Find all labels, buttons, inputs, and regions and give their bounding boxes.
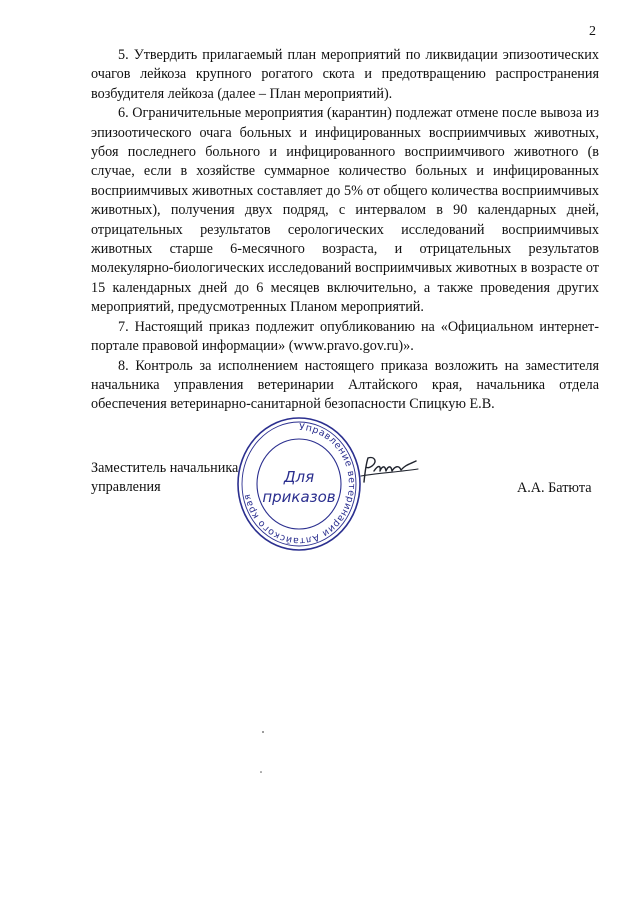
signer-name: А.А. Батюта [517, 480, 592, 496]
paragraph-6: 6. Ограничительные мероприятия (карантин) подлежат отмене после вывоза из эпизоотического очага больных и инфицированных восприимчивых животных, убоя последнего больного и инфицированного восприимчивого животного (в случае, если в хозяйстве суммарное количество больных и инфицированных восприимчивых животных составляет до 5% от общего количества восприимчивых животных), получения двух подряд, с интервалом в 90 календарных дней, отрицательных результатов серологических исследований восприимчивых животных старше 6-месячного возраста, и отрицательных результатов молекулярно-биологических исследований восприимчивых животных в возрасте от 15 календарных дней до 6 месяцев включительно, а также проведения других мероприятий, предусмотренных Планом мероприятий. [91, 105, 599, 316]
paragraph-8: 8. Контроль за исполнением настоящего приказа возложить на заместителя начальника управления ветеринарии Алтайского края, начальника отдела обеспечения ветеринарно-санитарной безопасности Спицкую Е.В. [91, 357, 599, 413]
signer-title-line1: Заместитель начальника [91, 460, 239, 476]
official-seal-stamp [233, 414, 365, 562]
document-body [91, 46, 599, 415]
handwritten-signature [358, 452, 420, 488]
seal-center-line2: приказов [262, 488, 336, 506]
paragraph-5: 5. Утвердить прилагаемый план мероприятий по ликвидации эпизоотических очагов лейкоза крупного рогатого скота и предотвращению распространения возбудителя лейкоза (далее – План мероприятий). [91, 47, 599, 102]
paragraph-7: 7. Настоящий приказ подлежит опубликованию на «Официальном интернет-портале правовой информации» (www.pravo.gov.ru)». [91, 318, 599, 355]
seal-ring-text: Управление ветеринарии Алтайского края [241, 421, 358, 547]
signer-title-line2: управления [91, 479, 161, 496]
seal-center-line1: Для [283, 468, 315, 486]
signer-title [91, 459, 238, 498]
page-number: 2 [589, 24, 596, 39]
